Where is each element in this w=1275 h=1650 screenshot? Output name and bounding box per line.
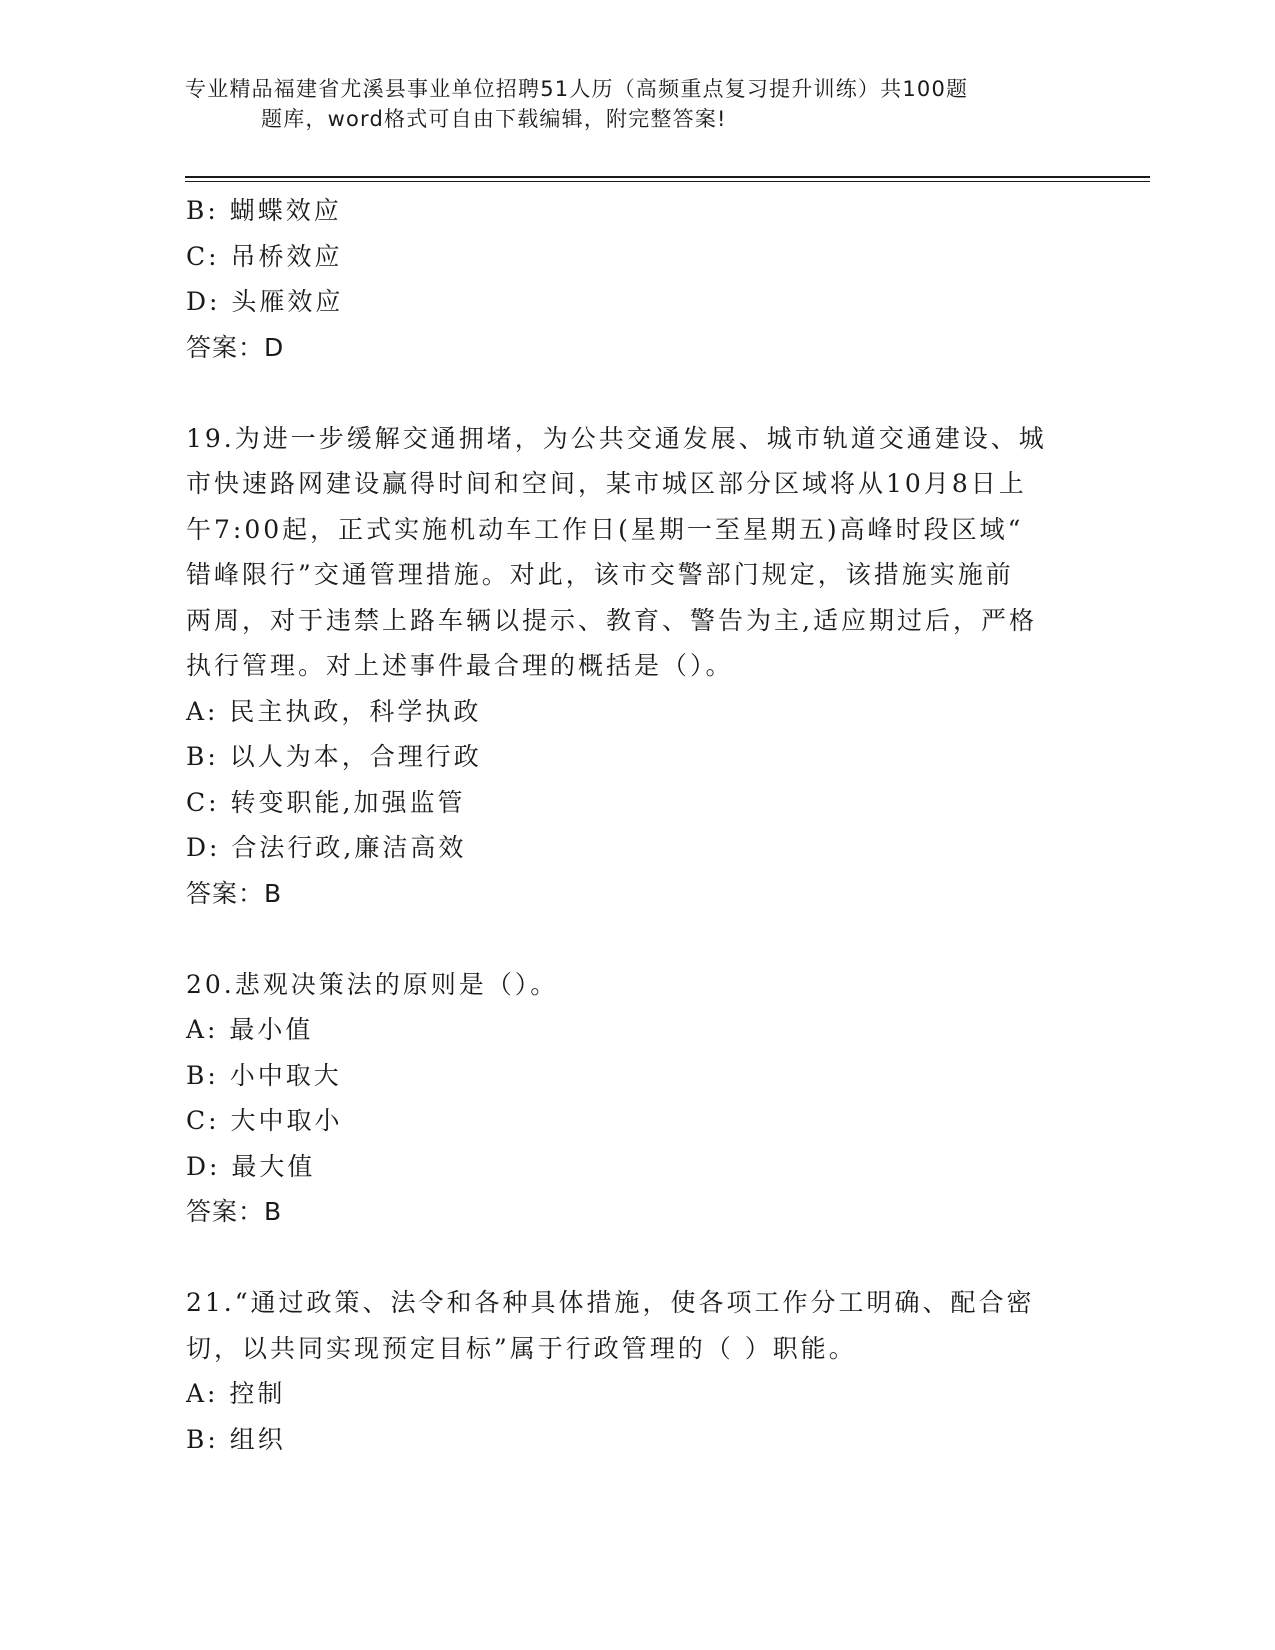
header-title-line2: 题库，word格式可自由下载编辑，附完整答案! bbox=[261, 107, 727, 131]
question-stem-line: 切，以共同实现预定目标”属于行政管理的（ ）职能。 bbox=[186, 1333, 857, 1363]
option-d: D: 合法行政,廉洁高效 bbox=[186, 833, 467, 862]
spacer bbox=[186, 1235, 1086, 1281]
option-c: C: 吊桥效应 bbox=[186, 241, 343, 271]
spacer bbox=[186, 916, 1086, 962]
question-18-tail bbox=[186, 188, 1086, 370]
question-stem-line: 20.悲观决策法的原则是（）。 bbox=[186, 969, 559, 999]
option-d: D: 最大值 bbox=[186, 1151, 316, 1181]
question-stem-line: 两周，对于违禁上路车辆以提示、教育、警告为主,适应期过后，严格 bbox=[186, 605, 1037, 635]
option-b: B: 蝴蝶效应 bbox=[186, 196, 342, 225]
header-divider-thick bbox=[185, 176, 1150, 178]
question-stem-line: 执行管理。对上述事件最合理的概括是（）。 bbox=[186, 651, 734, 680]
option-c: C: 转变职能,加强监管 bbox=[186, 787, 466, 817]
document-body bbox=[186, 188, 1086, 1462]
option-b: B: 小中取大 bbox=[186, 1060, 342, 1090]
question-19 bbox=[186, 416, 1086, 917]
option-b: B: 以人为本，合理行政 bbox=[186, 742, 482, 771]
option-a: A: 控制 bbox=[186, 1379, 286, 1408]
option-c: C: 大中取小 bbox=[186, 1106, 343, 1135]
option-b: B: 组织 bbox=[186, 1424, 286, 1454]
header-title-line1: 专业精品福建省尤溪县事业单位招聘51人历（高频重点复习提升训练）共100题 bbox=[185, 77, 969, 101]
option-a: A: 最小值 bbox=[186, 1015, 314, 1044]
question-stem-line: 午7:00起，正式实施机动车工作日(星期一至星期五)高峰时段区域“ bbox=[186, 514, 1024, 544]
page-header bbox=[185, 74, 1085, 134]
question-21 bbox=[186, 1280, 1086, 1462]
option-d: D: 头雁效应 bbox=[186, 287, 344, 316]
spacer bbox=[186, 370, 1086, 416]
option-a: A: 民主执政，科学执政 bbox=[186, 696, 482, 726]
question-stem-line: 市快速路网建设赢得时间和空间，某市城区部分区域将从10月8日上 bbox=[186, 469, 1027, 498]
header-divider-thin bbox=[185, 181, 1150, 182]
question-stem-line: 21.“通过政策、法令和各种具体措施，使各项工作分工明确、配合密 bbox=[186, 1288, 1035, 1317]
question-stem-line: 19.为进一步缓解交通拥堵，为公共交通发展、城市轨道交通建设、城 bbox=[186, 423, 1047, 453]
question-20 bbox=[186, 962, 1086, 1235]
answer-line: 答案：B bbox=[186, 878, 283, 908]
answer-line: 答案：B bbox=[186, 1197, 283, 1226]
answer-line: 答案：D bbox=[186, 332, 285, 362]
question-stem-line: 错峰限行”交通管理措施。对此，该市交警部门规定，该措施实施前 bbox=[186, 560, 1014, 589]
